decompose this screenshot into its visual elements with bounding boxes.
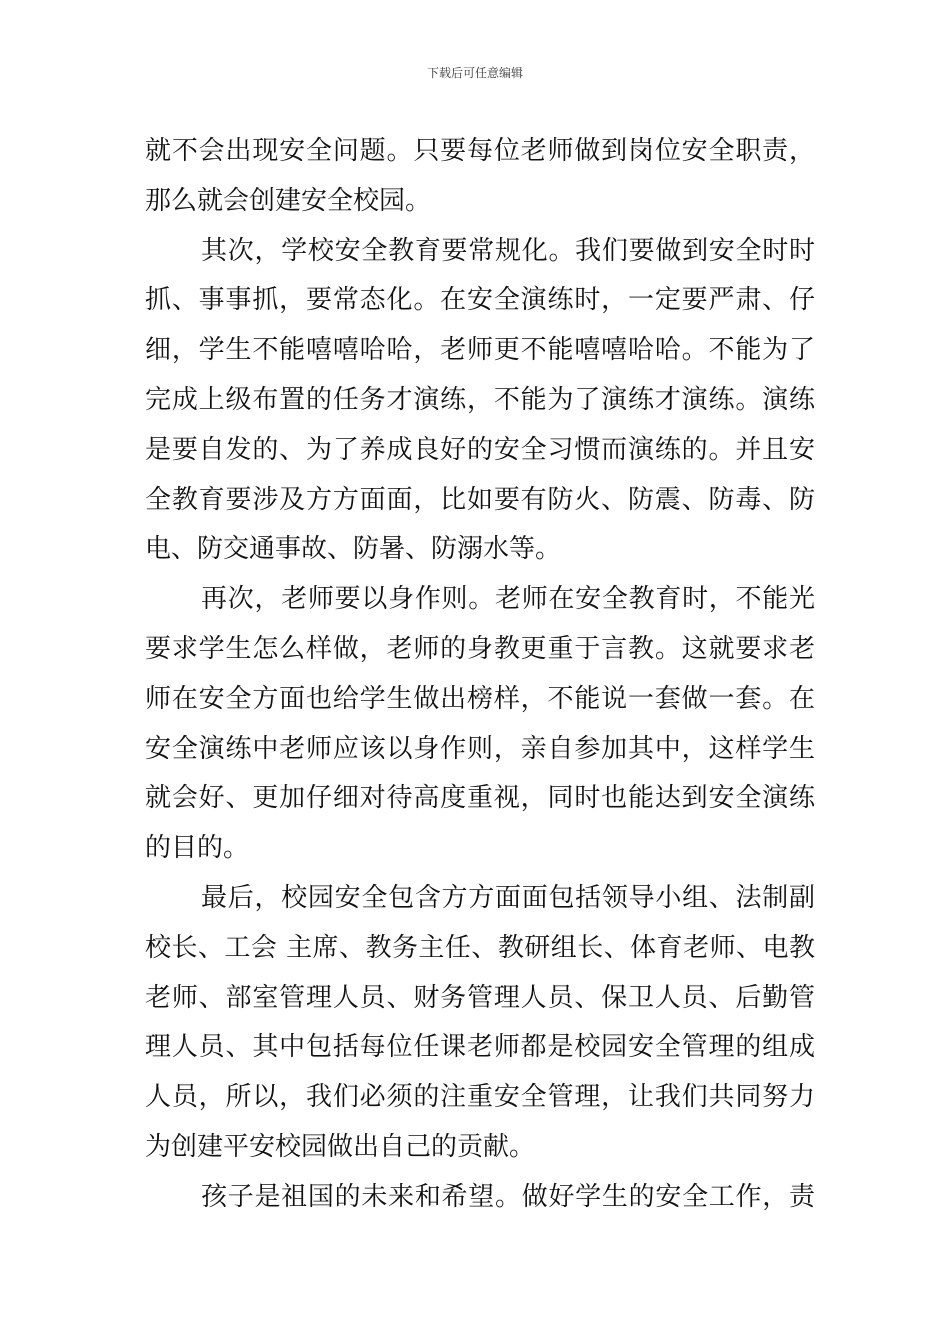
- paragraph-3-line-4: 安全演练中老师应该以身作则，亲自参加其中，这样学生: [145, 733, 815, 764]
- paragraph-4-line-5: 人员，所以，我们必须的注重安全管理，让我们共同努力: [145, 1082, 815, 1113]
- paragraph-4-line-1: 最后，校园安全包含方方面面包括领导小组、法制副: [201, 882, 815, 913]
- paragraph-3-line-1: 再次，老师要以身作则。老师在安全教育时，不能光: [201, 584, 815, 615]
- paragraph-4-line-6: 为创建平安校园做出自己的贡献。: [145, 1131, 536, 1162]
- paragraph-3-line-5: 就会好、更加仔细对待高度重视，同时也能达到安全演练: [145, 783, 815, 814]
- page-header: 下载后可任意编辑: [426, 66, 523, 80]
- paragraph-2-line-3: 细，学生不能嘻嘻哈哈，老师更不能嘻嘻哈哈。不能为了: [145, 335, 815, 366]
- paragraph-2-line-4: 完成上级布置的任务才演练，不能为了演练才演练。演练: [145, 384, 815, 415]
- body-text: [145, 127, 815, 1223]
- paragraph-5-line-1: 孩子是祖国的未来和希望。做好学生的安全工作，责: [201, 1181, 815, 1212]
- paragraph-4-line-3: 老师、部室管理人员、财务管理人员、保卫人员、后勤管: [145, 982, 815, 1013]
- paragraph-3-line-6: 的目的。: [145, 833, 250, 864]
- paragraph-1-line-1: 就不会出现安全问题。只要每位老师做到岗位安全职责，: [145, 136, 815, 166]
- paragraph-2-line-1: 其次，学校安全教育要常规化。我们要做到安全时时: [201, 235, 815, 266]
- paragraph-2-line-5: 是要自发的、为了养成良好的安全习惯而演练的。并且安: [145, 434, 815, 465]
- paragraph-1-line-2: 那么就会创建安全校园。: [145, 185, 432, 216]
- paragraph-2-line-7: 电、防交通事故、防暑、防溺水等。: [145, 534, 562, 565]
- paragraph-2-line-6: 全教育要涉及方方面面，比如要有防火、防震、防毒、防: [145, 484, 815, 515]
- paragraph-4-line-2: 校长、工会 主席、教务主任、教研组长、体育老师、电教: [145, 932, 815, 963]
- paragraph-3-line-3: 师在安全方面也给学生做出榜样，不能说一套做一套。在: [145, 683, 815, 714]
- paragraph-4-line-4: 理人员、其中包括每位任课老师都是校园安全管理的组成: [145, 1032, 815, 1063]
- paragraph-2-line-2: 抓、事事抓，要常态化。在安全演练时，一定要严肃、仔: [145, 285, 815, 316]
- paragraph-3-line-2: 要求学生怎么样做，老师的身教更重于言教。这就要求老: [145, 633, 815, 664]
